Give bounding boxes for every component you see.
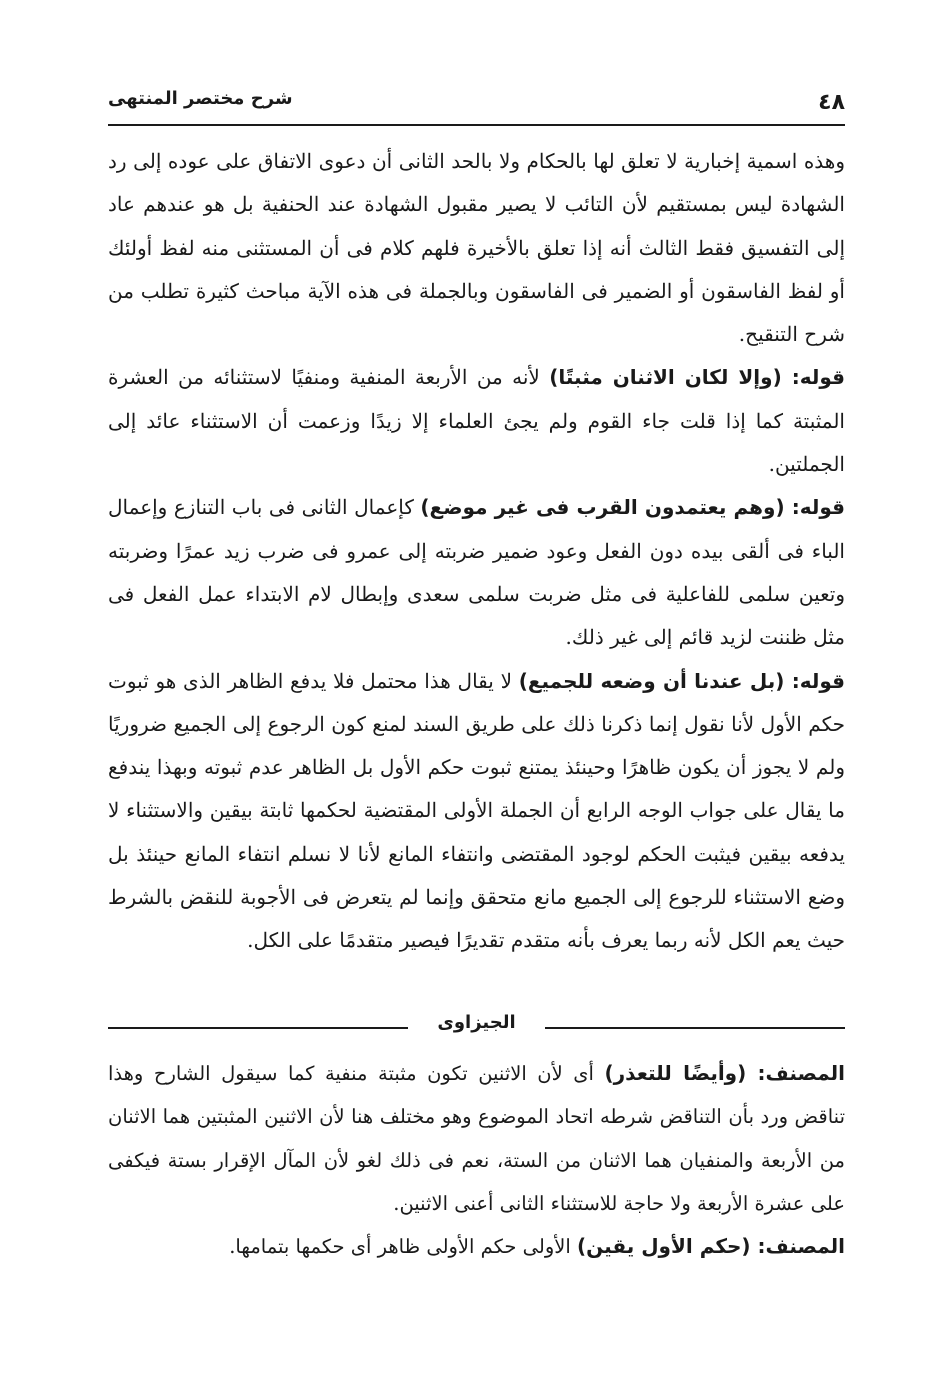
page-header	[108, 84, 845, 126]
main-text	[108, 140, 845, 963]
commentary-lead: المصنف: (وأيضًا للتعذر)	[604, 1061, 846, 1085]
paragraph-text: لا يقال هذا محتمل فلا يدفع الظاهر الذى هو ثبوت حكم الأول لأنا نقول إنما ذكرنا ذلك على طريق السند لمنع كون الرجوع إلى الجميع ضروريًا ولم لا يجوز أن يكون ظاهرًا وحينئذ يمتنع ثبوت حكم الأول بل الظاهر عدم ثبوته وبهذا يندفع ما يقال على جواب الوجه الرابع أن الجملة الأولى المقتضية لحكمها ثابتة بيقين والاستثناء لا يدفعه بيقين فيثبت الحكم لوجود المقتضى وانتفاء المانع لأنا لا نسلم انتفاء المانع حينئذ بل وضع الاستثناء للرجوع إلى الجميع مانع متحقق وإنما لم يتعرض فى الأجوبة للنقض بالشرط حيث يعم الكل لأنه ربما يعرف بأنه متقدم تقديرًا فيصير متقدمًا على الكل.	[108, 668, 845, 953]
commentary-text	[108, 1052, 845, 1268]
divider-label: الجيزاوى	[437, 1012, 516, 1033]
page-number: ٤٨	[818, 90, 845, 115]
paragraph	[108, 486, 845, 659]
commentary-lead: المصنف: (حكم الأول يقين)	[577, 1234, 845, 1259]
commentary-paragraph	[108, 1052, 845, 1225]
commentary-paragraph	[108, 1225, 845, 1268]
commentary-body: أى لأن الاثنين تكون مثبتة منفية كما سيقول الشارح وهذا تناقض ورد بأن التناقض شرطه اتحاد الموضوع وهو مختلف هنا لأن الاثنين المثبتين هما الاثنان من الأربعة والمنفيان هما الاثنان من الستة، نعم فى ذلك لغو لأن المآل الإقرار بستة فيكفى على عشرة الأربعة ولا حاجة للاستثناء الثانى أعنى الاثنين.	[108, 1062, 845, 1215]
paragraph	[108, 660, 845, 963]
commentary-divider	[108, 1012, 845, 1042]
paragraph-text: لأنه من الأربعة المنفية ومنفيًا لاستثنائه من العشرة المثبتة كما إذا قلت جاء القوم ولم يجئ العلماء إلا زيدًا وزعمت أن الاستثناء عائد إلى الجملتين.	[108, 365, 845, 477]
paragraph-text: كإعمال الثانى فى باب التنازع وإعمال الباء فى ألقى بيده دون الفعل وعود ضمير ضربته إلى عمرو فى ضرب زيد عمرًا وضربته وتعين سلمى للفاعلية فى مثل ضربت سلمى سعدى وإبطال لام الابتداء عمل الفعل فى مثل ظننت لزيد قائم إلى غير ذلك.	[108, 495, 845, 650]
paragraph	[108, 356, 845, 486]
paragraph-lead: قوله: (وهم يعتمدون القرب فى غير موضع)	[420, 495, 845, 520]
paragraph-text: وهذه اسمية إخبارية لا تعلق لها بالحكام ولا بالحد الثانى أن دعوى الاتفاق على عوده إلى رد الشهادة ليس بمستقيم لأن التائب لا يصير مقبول الشهادة عند الحنفية بل هو عندهم عاد إلى التفسيق فقط الثالث أنه إذا تعلق بالأخيرة فلهم كلام فى أن المستثنى منه لفظ أولئك أو لفظ الفاسقون أو الضمير فى الفاسقون وبالجملة فى هذه الآية مباحث كثيرة تطلب من شرح التنقيح.	[108, 149, 845, 347]
paragraph-lead: قوله: (وإلا لكان الاثنان مثبتًا)	[549, 365, 845, 390]
commentary-body: الأولى حكم الأولى ظاهر أى حكمها بتمامها.	[229, 1235, 578, 1259]
paragraph	[108, 140, 845, 356]
paragraph-lead: قوله: (بل عندنا أن وضعه للجميع)	[518, 668, 845, 693]
running-title: شرح مختصر المنتهى	[108, 88, 293, 109]
